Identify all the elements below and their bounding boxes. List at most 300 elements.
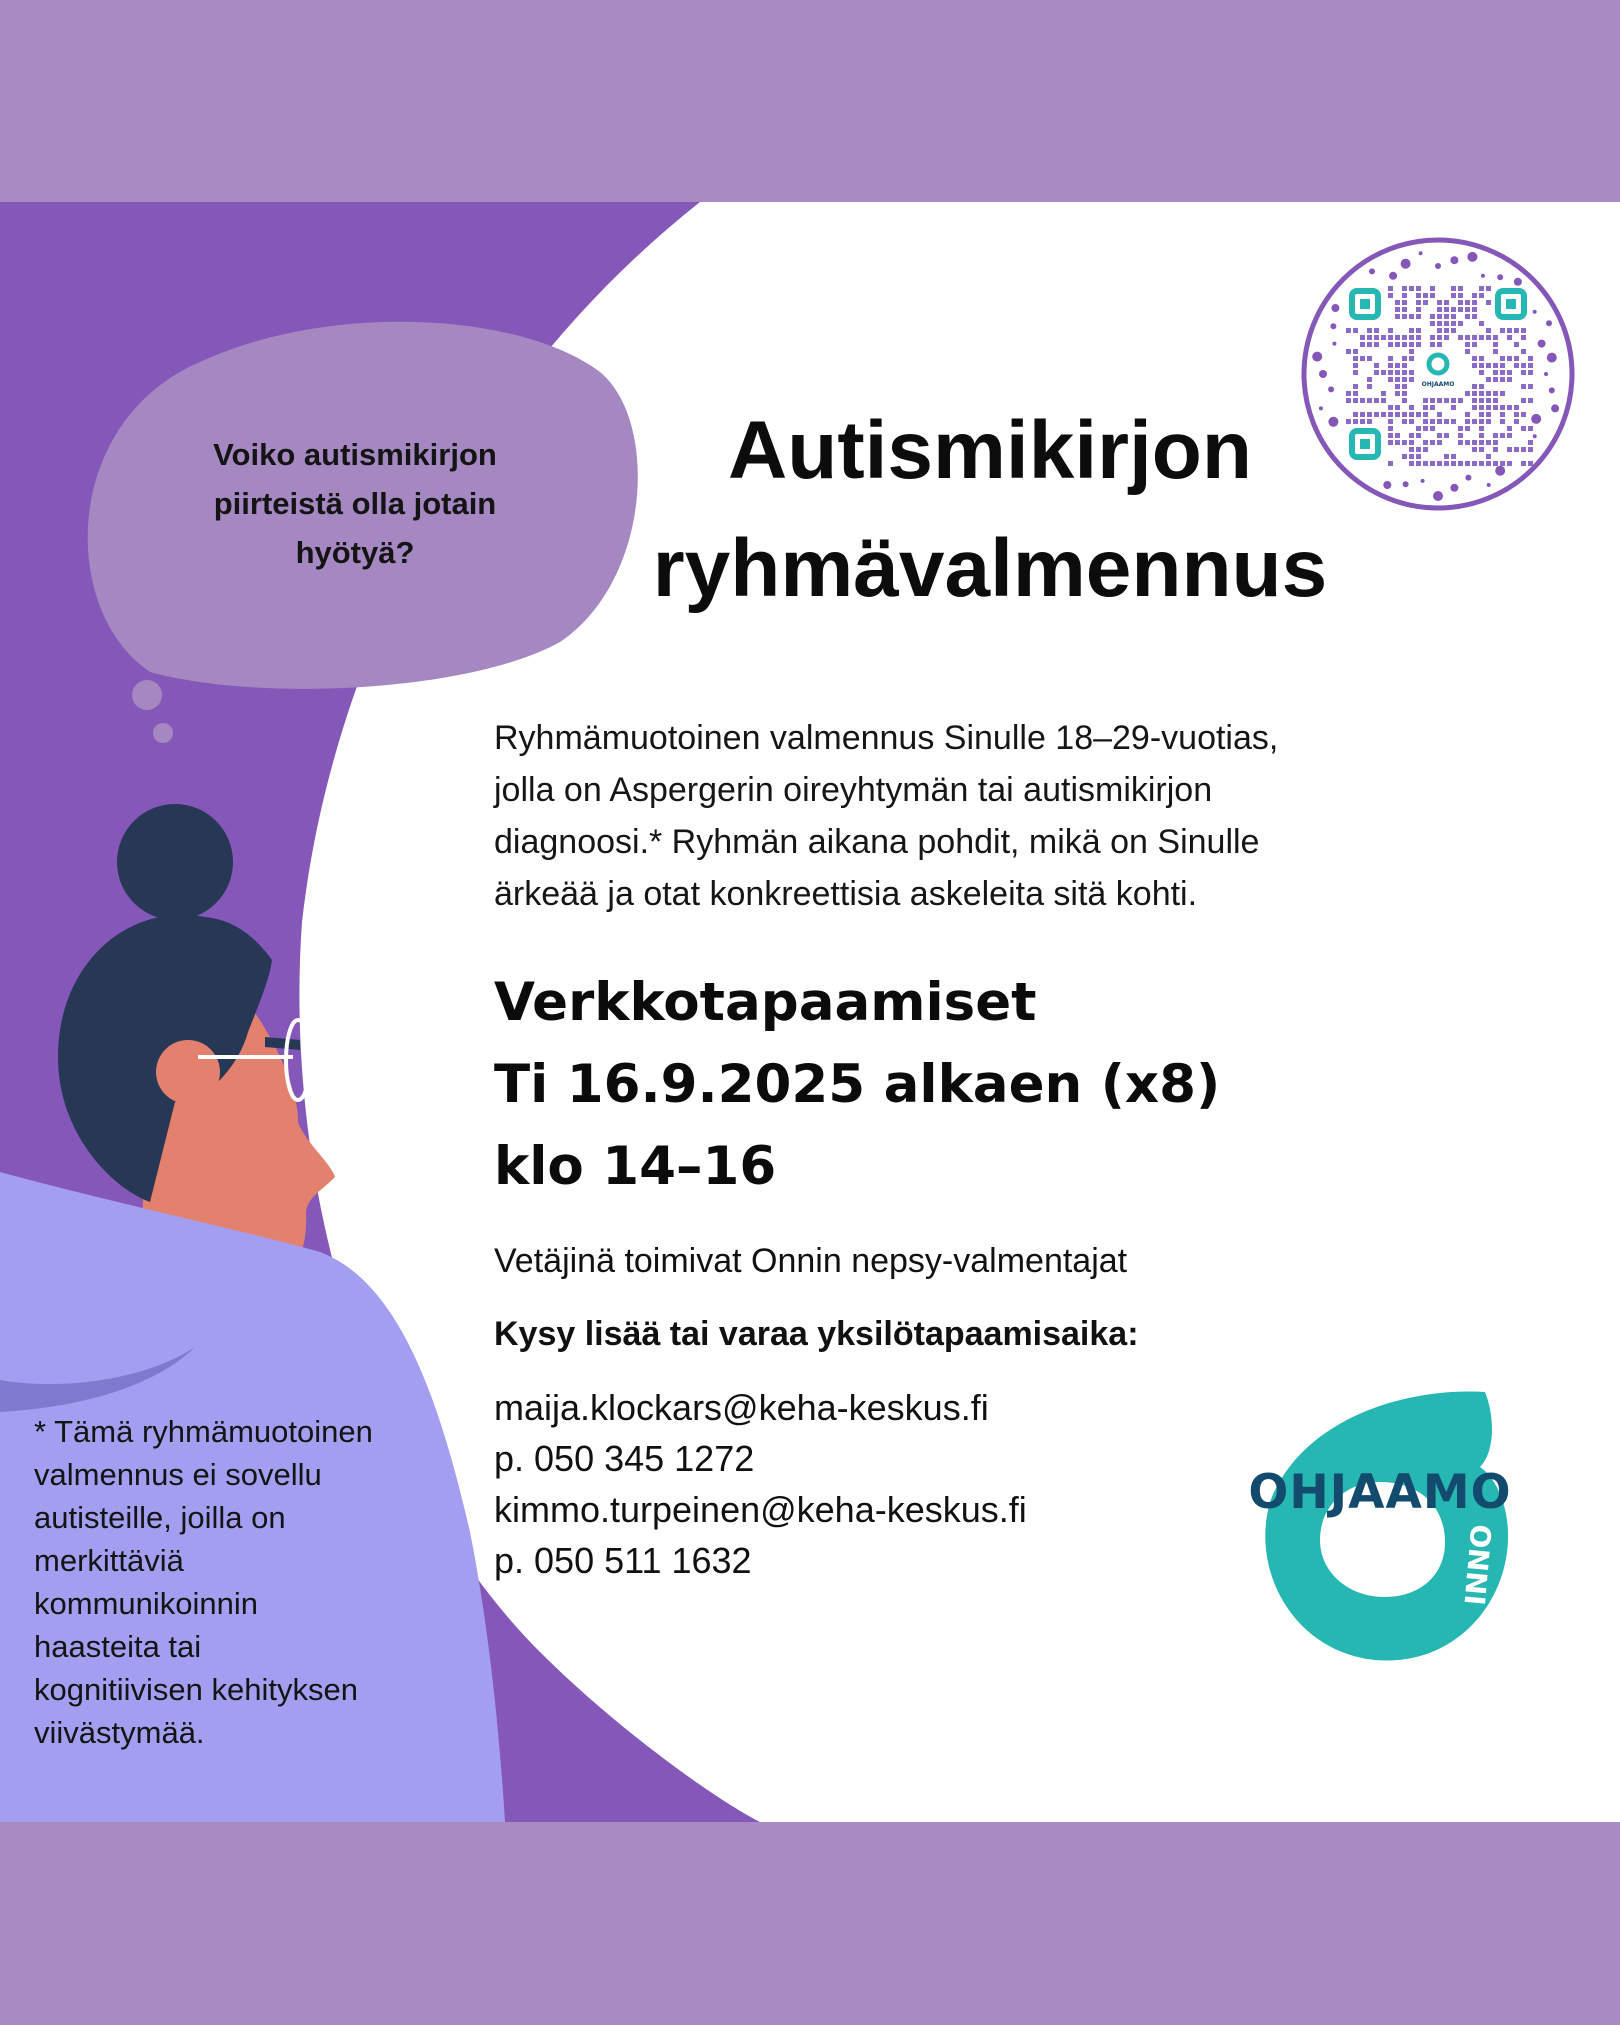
bottom-band bbox=[0, 1822, 1620, 2025]
qr-module bbox=[1493, 461, 1498, 466]
qr-module bbox=[1451, 454, 1456, 459]
qr-module bbox=[1500, 405, 1505, 410]
footnote-line: viivästymää. bbox=[34, 1715, 205, 1750]
qr-module bbox=[1395, 405, 1400, 410]
qr-module bbox=[1423, 405, 1428, 410]
qr-module bbox=[1388, 370, 1393, 375]
qr-module bbox=[1416, 433, 1421, 438]
qr-module bbox=[1423, 447, 1428, 452]
qr-module bbox=[1388, 419, 1393, 424]
qr-module bbox=[1479, 321, 1484, 326]
qr-ring-dot bbox=[1369, 268, 1375, 274]
qr-module bbox=[1444, 454, 1449, 459]
qr-module bbox=[1528, 398, 1533, 403]
qr-module bbox=[1472, 391, 1477, 396]
title-line: Autismikirjon bbox=[728, 405, 1252, 496]
qr-module bbox=[1395, 363, 1400, 368]
qr-ring-dot bbox=[1328, 417, 1338, 427]
qr-module bbox=[1395, 300, 1400, 305]
contact-phone[interactable]: p. 050 345 1272 bbox=[494, 1438, 755, 1479]
qr-module bbox=[1444, 314, 1449, 319]
qr-module bbox=[1367, 384, 1372, 389]
qr-module bbox=[1486, 363, 1491, 368]
qr-module bbox=[1423, 426, 1428, 431]
qr-module bbox=[1528, 356, 1533, 361]
qr-module bbox=[1409, 440, 1414, 445]
qr-module bbox=[1479, 356, 1484, 361]
qr-module bbox=[1458, 307, 1463, 312]
qr-module bbox=[1486, 419, 1491, 424]
qr-module bbox=[1493, 363, 1498, 368]
title-line: ryhmävalmennus bbox=[652, 523, 1328, 614]
qr-ring-dot bbox=[1533, 434, 1537, 438]
qr-ring-dot bbox=[1401, 259, 1411, 269]
qr-module bbox=[1409, 335, 1414, 340]
qr-module bbox=[1353, 412, 1358, 417]
bubble-line: piirteistä olla jotain bbox=[213, 486, 497, 521]
qr-module bbox=[1430, 286, 1435, 291]
qr-module bbox=[1451, 461, 1456, 466]
qr-ring-dot bbox=[1465, 475, 1471, 481]
qr-module bbox=[1388, 433, 1393, 438]
qr-module bbox=[1451, 293, 1456, 298]
qr-module bbox=[1507, 433, 1512, 438]
qr-module bbox=[1458, 398, 1463, 403]
qr-module bbox=[1472, 461, 1477, 466]
qr-module bbox=[1388, 405, 1393, 410]
qr-module bbox=[1388, 286, 1393, 291]
qr-module bbox=[1416, 447, 1421, 452]
qr-module bbox=[1493, 440, 1498, 445]
qr-module bbox=[1437, 307, 1442, 312]
qr-module bbox=[1493, 433, 1498, 438]
top-band bbox=[0, 0, 1620, 202]
qr-module bbox=[1374, 398, 1379, 403]
qr-module bbox=[1437, 342, 1442, 347]
qr-module bbox=[1458, 426, 1463, 431]
qr-module bbox=[1430, 335, 1435, 340]
qr-module bbox=[1388, 356, 1393, 361]
qr-module bbox=[1416, 342, 1421, 347]
qr-module bbox=[1374, 412, 1379, 417]
qr-module bbox=[1409, 342, 1414, 347]
intro-line: Ryhmämuotoinen valmennus Sinulle 18–29-vuotias, bbox=[494, 719, 1279, 757]
qr-module bbox=[1507, 356, 1512, 361]
qr-module bbox=[1451, 398, 1456, 403]
qr-module bbox=[1367, 356, 1372, 361]
qr-module bbox=[1472, 405, 1477, 410]
qr-code-icon[interactable] bbox=[1300, 236, 1576, 512]
qr-ring-dot bbox=[1319, 370, 1327, 378]
qr-module bbox=[1423, 300, 1428, 305]
qr-module bbox=[1521, 426, 1526, 431]
qr-module bbox=[1472, 293, 1477, 298]
qr-module bbox=[1388, 363, 1393, 368]
qr-module bbox=[1444, 328, 1449, 333]
qr-module bbox=[1367, 328, 1372, 333]
thought-dot-2 bbox=[132, 680, 162, 710]
qr-module bbox=[1423, 412, 1428, 417]
qr-module bbox=[1500, 412, 1505, 417]
qr-module bbox=[1409, 405, 1414, 410]
qr-module bbox=[1353, 363, 1358, 368]
qr-module bbox=[1479, 405, 1484, 410]
qr-module bbox=[1493, 391, 1498, 396]
qr-module bbox=[1472, 335, 1477, 340]
qr-module bbox=[1528, 461, 1533, 466]
qr-module bbox=[1528, 370, 1533, 375]
qr-module bbox=[1465, 419, 1470, 424]
qr-module bbox=[1360, 419, 1365, 424]
qr-module bbox=[1521, 384, 1526, 389]
qr-module bbox=[1367, 398, 1372, 403]
qr-module bbox=[1416, 461, 1421, 466]
qr-module bbox=[1409, 377, 1414, 382]
qr-module bbox=[1521, 349, 1526, 354]
qr-module bbox=[1402, 398, 1407, 403]
page-title bbox=[620, 392, 1360, 628]
hair-bun bbox=[117, 804, 233, 920]
qr-module bbox=[1395, 377, 1400, 382]
qr-module bbox=[1402, 363, 1407, 368]
qr-module bbox=[1416, 286, 1421, 291]
qr-module bbox=[1395, 412, 1400, 417]
qr-module bbox=[1465, 307, 1470, 312]
qr-module bbox=[1444, 335, 1449, 340]
schedule-line: Ti 16.9.2025 alkaen (x8) bbox=[494, 1054, 1221, 1115]
qr-module bbox=[1395, 440, 1400, 445]
qr-module bbox=[1402, 377, 1407, 382]
qr-module bbox=[1416, 426, 1421, 431]
qr-module bbox=[1402, 356, 1407, 361]
qr-ring-dot bbox=[1514, 278, 1522, 286]
qr-module bbox=[1346, 328, 1351, 333]
qr-module bbox=[1444, 321, 1449, 326]
qr-module bbox=[1514, 342, 1519, 347]
qr-module bbox=[1514, 328, 1519, 333]
qr-module bbox=[1465, 314, 1470, 319]
qr-module bbox=[1493, 447, 1498, 452]
qr-module bbox=[1381, 335, 1386, 340]
qr-module bbox=[1479, 391, 1484, 396]
qr-module bbox=[1500, 391, 1505, 396]
contact-email[interactable]: kimmo.turpeinen@keha-keskus.fi bbox=[494, 1489, 1027, 1530]
footnote-line: merkittäviä bbox=[34, 1543, 184, 1578]
qr-module bbox=[1479, 370, 1484, 375]
qr-module bbox=[1493, 349, 1498, 354]
ask-more-text: Kysy lisää tai varaa yksilötapaamisaika: bbox=[494, 1315, 1139, 1353]
qr-module bbox=[1486, 405, 1491, 410]
qr-module bbox=[1430, 461, 1435, 466]
qr-module bbox=[1444, 398, 1449, 403]
contact-phone[interactable]: p. 050 511 1632 bbox=[494, 1540, 752, 1581]
qr-module bbox=[1437, 412, 1442, 417]
qr-module bbox=[1493, 398, 1498, 403]
qr-ring-dot bbox=[1421, 479, 1425, 483]
qr-center-label: OHJAAMO bbox=[1421, 381, 1455, 388]
qr-module bbox=[1500, 461, 1505, 466]
qr-module bbox=[1486, 454, 1491, 459]
qr-module bbox=[1388, 461, 1393, 466]
qr-module bbox=[1409, 356, 1414, 361]
qr-module bbox=[1437, 440, 1442, 445]
qr-module bbox=[1486, 335, 1491, 340]
qr-ring-dot bbox=[1328, 386, 1334, 392]
qr-module bbox=[1402, 412, 1407, 417]
qr-ring-dot bbox=[1312, 352, 1322, 362]
qr-module bbox=[1388, 335, 1393, 340]
qr-module bbox=[1416, 454, 1421, 459]
qr-module bbox=[1479, 426, 1484, 431]
ear bbox=[156, 1040, 220, 1104]
qr-ring-dot bbox=[1332, 342, 1336, 346]
qr-module bbox=[1500, 377, 1505, 382]
qr-module bbox=[1423, 440, 1428, 445]
qr-module bbox=[1402, 391, 1407, 396]
logo-ring-text: ONNI bbox=[1457, 1522, 1498, 1607]
qr-module bbox=[1507, 461, 1512, 466]
qr-module bbox=[1367, 377, 1372, 382]
thought-dot-1 bbox=[138, 626, 166, 654]
qr-module bbox=[1423, 461, 1428, 466]
qr-module bbox=[1458, 286, 1463, 291]
qr-module bbox=[1402, 370, 1407, 375]
qr-module bbox=[1430, 405, 1435, 410]
qr-module bbox=[1479, 286, 1484, 291]
footnote-line: haasteita tai bbox=[34, 1629, 202, 1664]
qr-module bbox=[1521, 335, 1526, 340]
qr-module bbox=[1430, 321, 1435, 326]
qr-module bbox=[1458, 293, 1463, 298]
qr-module bbox=[1353, 349, 1358, 354]
qr-module bbox=[1500, 356, 1505, 361]
qr-module bbox=[1381, 412, 1386, 417]
qr-module bbox=[1402, 342, 1407, 347]
qr-module bbox=[1493, 405, 1498, 410]
qr-module bbox=[1479, 440, 1484, 445]
qr-module bbox=[1409, 433, 1414, 438]
qr-module bbox=[1528, 440, 1533, 445]
qr-module bbox=[1388, 412, 1393, 417]
qr-module bbox=[1479, 447, 1484, 452]
qr-module bbox=[1514, 412, 1519, 417]
qr-module bbox=[1472, 356, 1477, 361]
qr-module bbox=[1500, 363, 1505, 368]
qr-module bbox=[1507, 335, 1512, 340]
qr-ring-dot bbox=[1497, 274, 1503, 280]
qr-module bbox=[1388, 328, 1393, 333]
qr-module bbox=[1395, 384, 1400, 389]
qr-module bbox=[1500, 419, 1505, 424]
qr-module bbox=[1444, 419, 1449, 424]
qr-module bbox=[1423, 419, 1428, 424]
qr-module bbox=[1472, 384, 1477, 389]
qr-module bbox=[1360, 342, 1365, 347]
qr-module bbox=[1388, 377, 1393, 382]
qr-module bbox=[1402, 300, 1407, 305]
qr-module bbox=[1507, 426, 1512, 431]
qr-module bbox=[1395, 342, 1400, 347]
footnote-line: * Tämä ryhmämuotoinen bbox=[34, 1414, 373, 1449]
footnote-line: kognitiivisen kehityksen bbox=[34, 1672, 358, 1707]
qr-ring-dot bbox=[1551, 404, 1559, 412]
qr-module bbox=[1486, 328, 1491, 333]
qr-module bbox=[1528, 363, 1533, 368]
qr-module bbox=[1500, 433, 1505, 438]
qr-module bbox=[1416, 314, 1421, 319]
qr-ring-dot bbox=[1495, 466, 1505, 476]
qr-module bbox=[1521, 370, 1526, 375]
qr-module bbox=[1388, 342, 1393, 347]
qr-module bbox=[1353, 356, 1358, 361]
qr-module bbox=[1367, 412, 1372, 417]
qr-module bbox=[1416, 293, 1421, 298]
qr-module bbox=[1507, 370, 1512, 375]
qr-module bbox=[1430, 398, 1435, 403]
qr-module bbox=[1486, 391, 1491, 396]
qr-ring-dot bbox=[1319, 406, 1323, 410]
qr-module bbox=[1507, 405, 1512, 410]
qr-module bbox=[1465, 342, 1470, 347]
schedule-line: Verkkotapaamiset bbox=[494, 972, 1037, 1033]
qr-ring-dot bbox=[1546, 320, 1552, 326]
qr-ring-dot bbox=[1403, 481, 1409, 487]
qr-module bbox=[1416, 412, 1421, 417]
contact-list bbox=[494, 1382, 1194, 1586]
qr-ring-dot bbox=[1433, 491, 1443, 501]
qr-module bbox=[1479, 412, 1484, 417]
qr-module bbox=[1500, 370, 1505, 375]
qr-module bbox=[1402, 314, 1407, 319]
qr-module bbox=[1514, 356, 1519, 361]
qr-module bbox=[1444, 307, 1449, 312]
qr-module bbox=[1493, 335, 1498, 340]
qr-ring-dot bbox=[1544, 372, 1548, 376]
contact-email[interactable]: maija.klockars@keha-keskus.fi bbox=[494, 1387, 989, 1428]
qr-ring-dot bbox=[1533, 310, 1537, 314]
qr-module bbox=[1472, 307, 1477, 312]
qr-module bbox=[1437, 461, 1442, 466]
qr-module bbox=[1416, 328, 1421, 333]
qr-module bbox=[1514, 419, 1519, 424]
qr-module bbox=[1437, 321, 1442, 326]
qr-module bbox=[1416, 335, 1421, 340]
qr-module bbox=[1409, 286, 1414, 291]
qr-module bbox=[1451, 405, 1456, 410]
qr-module bbox=[1416, 307, 1421, 312]
qr-module bbox=[1353, 384, 1358, 389]
qr-module bbox=[1367, 342, 1372, 347]
qr-module bbox=[1465, 391, 1470, 396]
poster-canvas bbox=[0, 202, 1620, 1822]
qr-ring-dot bbox=[1487, 483, 1491, 487]
intro-line: ärkeää ja otat konkreettisia askeleita sitä kohti. bbox=[494, 875, 1198, 913]
qr-module bbox=[1479, 433, 1484, 438]
qr-module bbox=[1451, 307, 1456, 312]
qr-module bbox=[1451, 286, 1456, 291]
qr-module bbox=[1437, 300, 1442, 305]
qr-module bbox=[1381, 370, 1386, 375]
qr-module bbox=[1374, 342, 1379, 347]
footnote-line: valmennus ei sovellu bbox=[34, 1457, 322, 1492]
onni-logo-icon bbox=[1240, 1382, 1520, 1682]
qr-module bbox=[1521, 363, 1526, 368]
qr-module bbox=[1402, 293, 1407, 298]
qr-module bbox=[1346, 349, 1351, 354]
intro-paragraph bbox=[494, 712, 1394, 920]
qr-ring-dot bbox=[1481, 274, 1485, 278]
qr-ring-dot bbox=[1435, 263, 1441, 269]
qr-module bbox=[1437, 328, 1442, 333]
qr-ring-dot bbox=[1467, 252, 1477, 262]
qr-module bbox=[1374, 370, 1379, 375]
qr-ring-dot bbox=[1331, 304, 1339, 312]
logo-wordmark: OHJAAMO bbox=[1248, 1465, 1512, 1520]
qr-module bbox=[1521, 412, 1526, 417]
qr-module bbox=[1472, 300, 1477, 305]
qr-module bbox=[1374, 335, 1379, 340]
qr-module bbox=[1416, 300, 1421, 305]
qr-module bbox=[1465, 412, 1470, 417]
bubble-line: hyötyä? bbox=[295, 535, 415, 570]
qr-module bbox=[1479, 398, 1484, 403]
qr-ring-dot bbox=[1389, 272, 1397, 280]
schedule-heading bbox=[494, 962, 1394, 1208]
qr-module bbox=[1458, 335, 1463, 340]
qr-module bbox=[1423, 398, 1428, 403]
qr-module bbox=[1486, 412, 1491, 417]
qr-module bbox=[1458, 300, 1463, 305]
qr-module bbox=[1486, 377, 1491, 382]
qr-module bbox=[1374, 363, 1379, 368]
qr-module bbox=[1444, 433, 1449, 438]
qr-module bbox=[1521, 461, 1526, 466]
qr-module bbox=[1486, 440, 1491, 445]
qr-module bbox=[1472, 342, 1477, 347]
qr-module bbox=[1451, 419, 1456, 424]
qr-module bbox=[1430, 440, 1435, 445]
qr-module bbox=[1486, 461, 1491, 466]
qr-module bbox=[1493, 370, 1498, 375]
qr-module bbox=[1451, 328, 1456, 333]
qr-module bbox=[1472, 314, 1477, 319]
qr-module bbox=[1430, 314, 1435, 319]
thought-bubble-text bbox=[175, 430, 535, 577]
qr-module bbox=[1514, 363, 1519, 368]
qr-module bbox=[1360, 356, 1365, 361]
qr-module bbox=[1360, 412, 1365, 417]
qr-module bbox=[1458, 433, 1463, 438]
qr-ring-dot bbox=[1547, 353, 1557, 363]
qr-module bbox=[1395, 391, 1400, 396]
qr-ring-dot bbox=[1538, 340, 1546, 348]
schedule-line: klo 14–16 bbox=[494, 1136, 777, 1197]
qr-module bbox=[1528, 447, 1533, 452]
qr-module bbox=[1528, 384, 1533, 389]
qr-module bbox=[1514, 447, 1519, 452]
qr-module bbox=[1458, 440, 1463, 445]
qr-module bbox=[1465, 349, 1470, 354]
qr-module bbox=[1367, 419, 1372, 424]
qr-module bbox=[1409, 412, 1414, 417]
qr-module bbox=[1402, 454, 1407, 459]
qr-module bbox=[1451, 314, 1456, 319]
qr-module bbox=[1409, 314, 1414, 319]
qr-module bbox=[1402, 307, 1407, 312]
qr-module bbox=[1353, 328, 1358, 333]
qr-module bbox=[1402, 286, 1407, 291]
intro-line: jolla on Aspergerin oireyhtymän tai autismikirjon bbox=[494, 771, 1213, 809]
